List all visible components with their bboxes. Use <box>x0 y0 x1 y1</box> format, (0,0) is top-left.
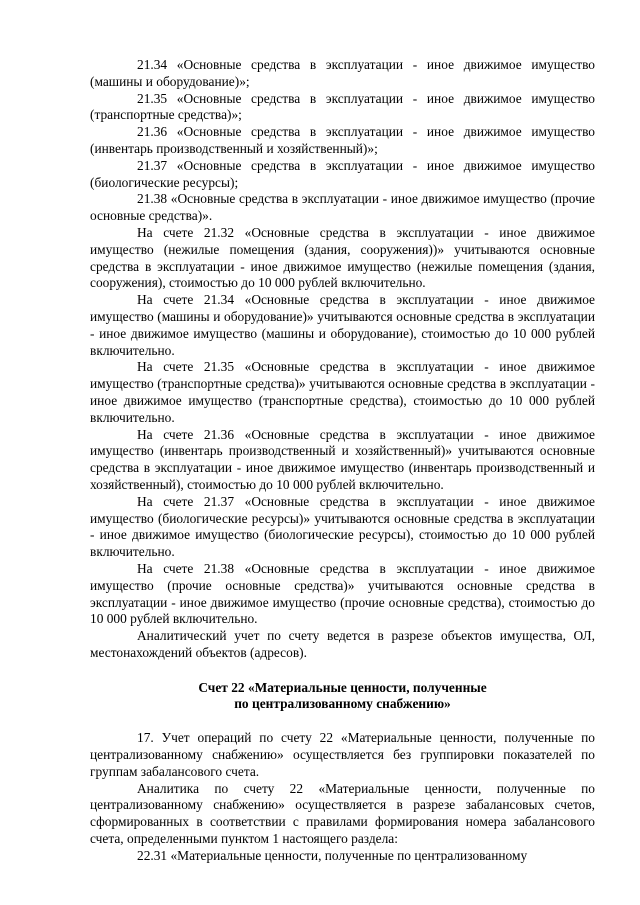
list-item-21-37: 21.37 «Основные средства в эксплуатации - иное движимое имущество (биологические ресурсы); <box>90 157 595 190</box>
section-heading-line-1: Счет 22 «Материальные ценности, полученные <box>198 679 487 695</box>
paragraph-account-21-38: На счете 21.38 «Основные средства в эксплуатации - иное движимое имущество (прочие основные средства)» учитываются основные средства в эксплуатации - иное движимое имущество (прочие основные средства), стоимостью до 10 000 рублей включительно. <box>90 560 595 627</box>
paragraph-account-21-32: На счете 21.32 «Основные средства в эксплуатации - иное движимое имущество (нежилые помещения (здания, сооружения))» учитываются основные средства в эксплуатации - иное движимое имущество (нежилые помещения (здания, сооружения), стоимостью до 10 000 рублей включительно. <box>90 224 595 291</box>
paragraph-analytics: Аналитический учет по счету ведется в разрезе объектов имущества, ОЛ, местонахождений объектов (адресов). <box>90 628 595 660</box>
paragraph-account-21-34: На счете 21.34 «Основные средства в эксплуатации - иное движимое имущество (машины и оборудование)» учитываются основные средства в эксплуатации - иное движимое имущество (машины и оборудование), стоимостью до 10 000 рублей включительно. <box>90 292 595 358</box>
section-heading <box>90 680 595 714</box>
list-item-21-35: 21.35 «Основные средства в эксплуатации - иное движимое имущество (транспортные средства)»; <box>90 90 595 123</box>
paragraph-item-17: 17. Учет операций по счету 22 «Материальные ценности, полученные по централизованному снабжению» осуществляется без группировки показателей по группам забалансового счета. <box>90 730 595 779</box>
list-item-21-36: 21.36 «Основные средства в эксплуатации - иное движимое имущество (инвентарь производственный и хозяйственный)»; <box>90 124 595 156</box>
list-item-21-38: 21.38 «Основные средства в эксплуатации - иное движимое имущество (прочие основные средства)». <box>90 191 595 224</box>
paragraph-account-21-35: На счете 21.35 «Основные средства в эксплуатации - иное движимое имущество (транспортные средства)» учитываются основные средства в эксплуатации - иное движимое имущество (транспортные средства), стоимостью до 10 000 рублей включительно. <box>90 359 595 425</box>
paragraph-account-21-36: На счете 21.36 «Основные средства в эксплуатации - иное движимое имущество (инвентарь производственный и хозяйственный)» учитываются основные средства в эксплуатации - иное движимое имущество (инвентарь производственный и хозяйственный), стоимостью до 10 000 рублей включительно. <box>90 426 595 492</box>
list-item-22-31: 22.31 «Материальные ценности, полученные по централизованному <box>137 847 528 863</box>
section-heading-line-2: по централизованному снабжению» <box>234 696 451 712</box>
list-item-21-34: 21.34 «Основные средства в эксплуатации - иное движимое имущество (машины и оборудование)»; <box>90 57 595 89</box>
paragraph-analytics-account-22: Аналитика по счету 22 «Материальные ценности, полученные по централизованному снабжению» осуществляется в разрезе забалансовых счетов, сформированных в соответствии с правилами формирования номера забалансового счета, определенными пунктом 1 настоящего раздела: <box>90 780 595 847</box>
document-body <box>90 57 595 865</box>
paragraph-account-21-37: На счете 21.37 «Основные средства в эксплуатации - иное движимое имущество (биологические ресурсы)» учитываются основные средства в эксплуатации - иное движимое имущество (биологические ресурсы), стоимостью до 10 000 рублей включительно. <box>90 493 595 560</box>
